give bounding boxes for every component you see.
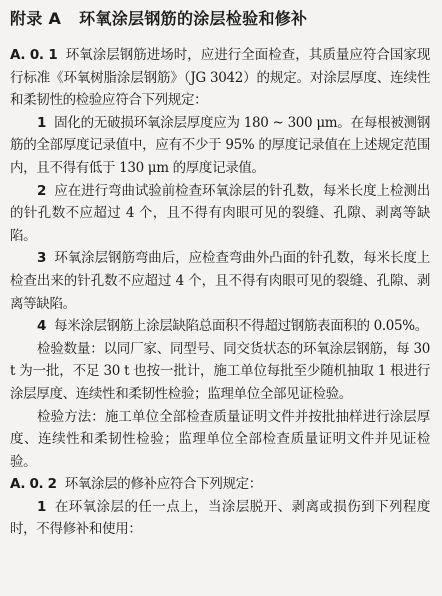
item-text: 环氧涂层钢筋弯曲后，应检查弯曲外凸面的针孔数，每米长度上检查出来的针孔数不应超过 4 个，且不得有肉眼可见的裂缝、孔隙、剥离等缺陷。	[10, 250, 430, 312]
clause-number: A. 0. 1	[10, 47, 58, 63]
item-text: 每米涂层钢筋上涂层缺陷总面积不得超过钢筋表面积的 0.05%。	[54, 318, 428, 335]
item-number: 3	[37, 250, 47, 267]
item-number: 2	[37, 182, 47, 199]
clause-a01	[10, 44, 430, 112]
clause-text: 环氧涂层的修补应符合下列规定：	[64, 476, 262, 493]
inspection-quantity	[10, 338, 430, 406]
item-1	[10, 112, 430, 180]
appendix-title	[10, 8, 430, 30]
inspection-method	[10, 406, 430, 474]
item-text: 固化的无破损环氧涂层厚度应为 180 ~ 300 μm。在每根被测钢筋的全部厚度记录值中，应有不少于 95% 的厚度记录值在上述规定范围内，且不得有低于 130 μm 的厚度记录值。	[10, 114, 430, 176]
item-number: 1	[37, 498, 47, 515]
inspection-quantity-text: 检验数量：以同厂家、同型号、同交货状态的环氧涂层钢筋，每 30 t 为一批，不足 30 t 也按一批计，施工单位每批至少随机抽取 1 根进行涂层厚度、连续性和柔韧性检验；监理单位全部见证检验。	[10, 340, 430, 402]
item-text: 应在进行弯曲试验前检查环氧涂层的针孔数，每米长度上检测出的针孔数不应超过 4 个，且不得有肉眼可见的裂缝、孔隙、剥离等缺陷。	[10, 182, 430, 244]
item-number: 1	[37, 114, 47, 131]
item-text: 在环氧涂层的任一点上，当涂层脱开、剥离或损伤到下列程度时，不得修补和使用：	[10, 498, 430, 538]
item-3	[10, 247, 430, 315]
appendix-title-text: 环氧涂层钢筋的涂层检验和修补	[79, 9, 308, 28]
item-4	[10, 315, 430, 338]
clause-number: A. 0. 2	[10, 476, 57, 493]
clause-a02	[10, 473, 430, 496]
inspection-method-text: 检验方法：施工单位全部检查质量证明文件并按批抽样进行涂层厚度、连续性和柔韧性检验；监理单位全部检查质量证明文件并见证检验。	[10, 408, 430, 470]
item-number: 4	[37, 318, 47, 335]
appendix-label: 附录 A	[10, 9, 62, 28]
clause-text: 环氧涂层钢筋进场时，应进行全面检查，其质量应符合国家现行标准《环氧树脂涂层钢筋》（JG 3042）的规定。对涂层厚度、连续性和柔韧性的检验应符合下列规定：	[10, 47, 430, 109]
item-2	[10, 180, 430, 248]
item-a02-1	[10, 496, 430, 541]
